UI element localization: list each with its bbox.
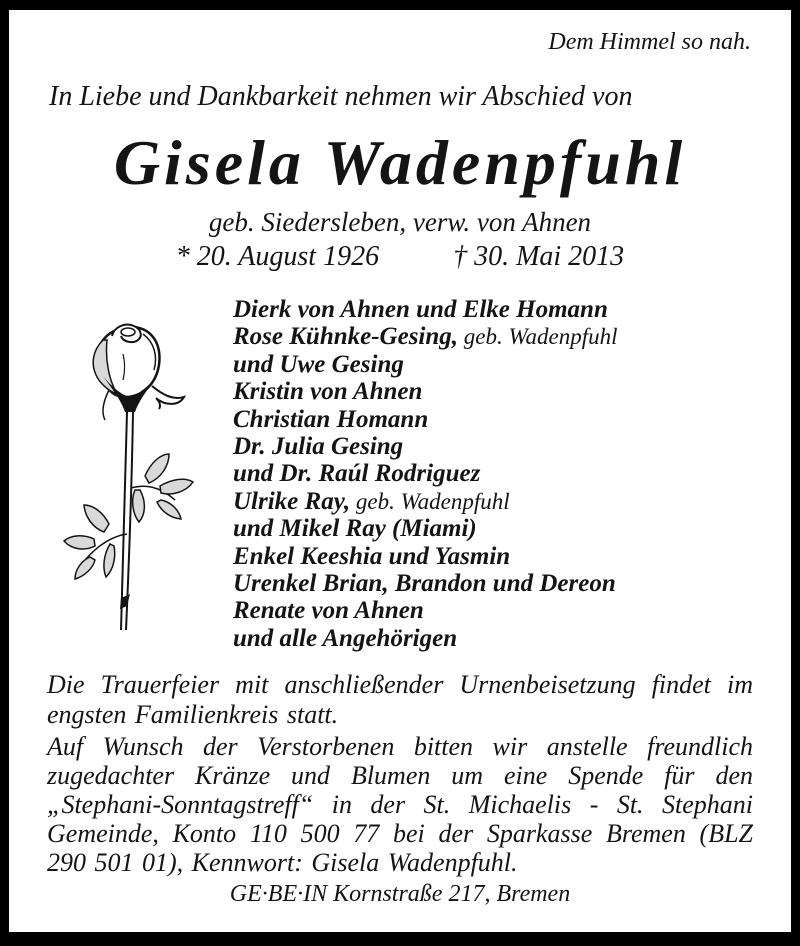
obituary-inner <box>9 10 791 932</box>
motto-line: Dem Himmel so nah. <box>548 29 751 55</box>
rose-column <box>45 296 233 652</box>
death-date: † 30. Mai 2013 <box>453 241 625 272</box>
intro-line: In Liebe und Dankbarkeit nehmen wir Abschied von <box>49 81 633 112</box>
mourner-line: und Uwe Gesing <box>233 350 404 378</box>
mourner-line: Enkel Keeshia und Yasmin <box>233 542 511 570</box>
mourner-line: Renate von Ahnen <box>233 597 424 625</box>
funeral-home-line: GE·BE·IN Kornstraße 217, Bremen <box>229 881 571 908</box>
middle-section <box>45 296 755 652</box>
mourners-list <box>233 296 755 652</box>
mourner-line: und Dr. Raúl Rodriguez <box>233 460 481 488</box>
donation-paragraph: Auf Wunsch der Verstorbenen bitten wir anstelle freundlich zugedachter Kränze und Blumen um eine Spende für den „Stephani-Sonntagstreff“ in der St. Michaelis - St. Stephani Gemeinde, Konto 110 500 77 bei der Sparkasse Bremen (BLZ 290 501 01), Kennwort: Gisela Wadenpfuhl. <box>47 732 753 878</box>
mourner-line: und Mikel Ray (Miami) <box>233 515 477 543</box>
mourner-line: Kristin von Ahnen <box>233 378 423 406</box>
deceased-name: Gisela Wadenpfuhl <box>113 127 687 198</box>
mourner-line: Christian Homann <box>233 405 429 433</box>
mourner-line: Dierk von Ahnen und Elke Homann <box>233 296 608 323</box>
mourner-line: Dr. Julia Gesing <box>233 433 404 461</box>
mourner-line: Urenkel Brian, Brandon und Dereon <box>233 570 616 598</box>
mourner-line: Ulrike Ray, geb. Wadenpfuhl <box>233 487 510 515</box>
mourner-line: Rose Kühnke-Gesing, geb. Wadenpfuhl <box>233 323 618 351</box>
birth-date: * 20. August 1926 <box>175 241 380 272</box>
ceremony-paragraph: Die Trauerfeier mit anschließender Urnenbeisetzung findet im engsten Familienkreis statt. <box>47 670 753 730</box>
mourner-line: und alle Angehörigen <box>233 624 458 652</box>
life-dates <box>45 240 755 274</box>
maiden-name-line: geb. Siedersleben, verw. von Ahnen <box>208 207 592 237</box>
rose-icon <box>57 320 207 650</box>
